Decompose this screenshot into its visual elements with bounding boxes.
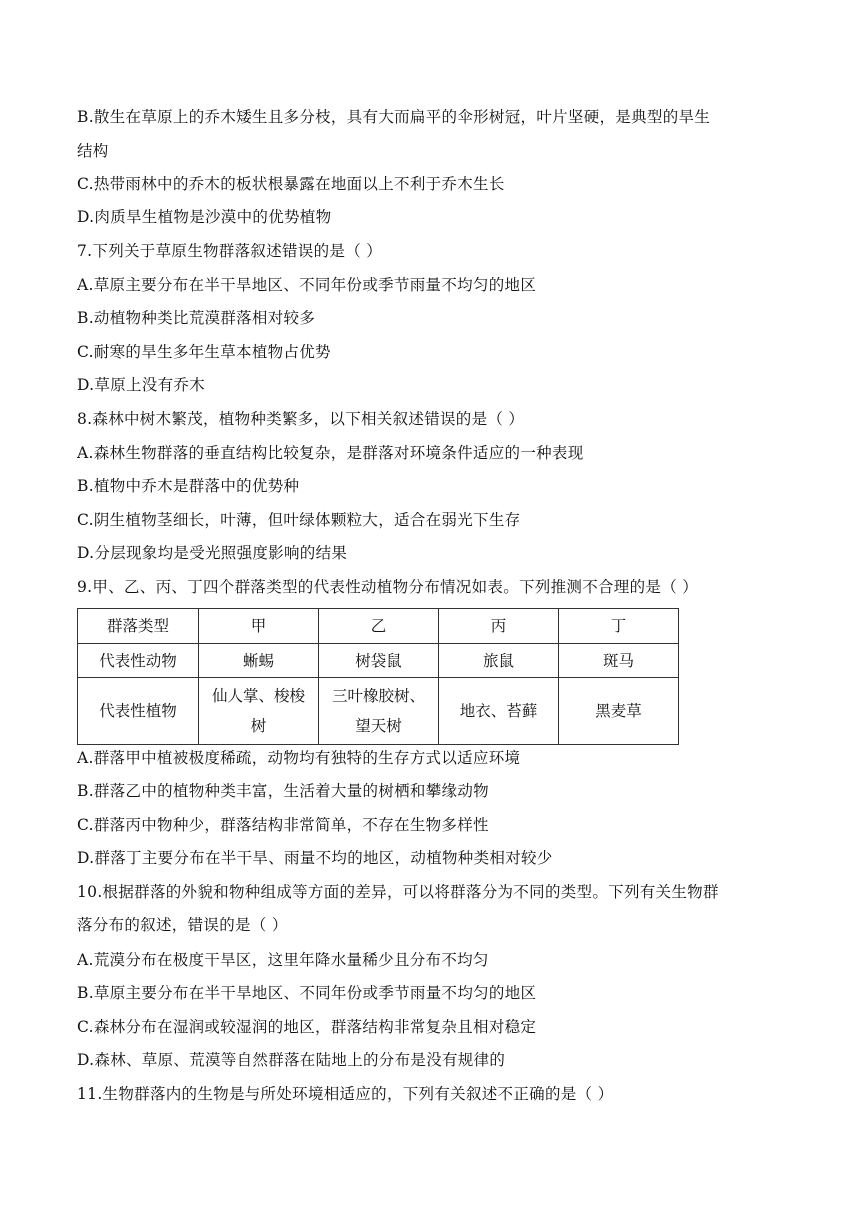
table-cell: 旅鼠 (439, 644, 559, 678)
text-line: B.动植物种类比荒漠群落相对较多 (77, 309, 316, 327)
table-row (78, 644, 679, 678)
table-cell: 斑马 (559, 644, 679, 678)
cell-line: 三叶橡胶树、 (331, 687, 425, 705)
table-cell (439, 678, 559, 745)
text-line: B.群落乙中的植物种类丰富，生活着大量的树栖和攀缘动物 (77, 782, 489, 800)
text-line: 结构 (77, 142, 109, 160)
cell-line: 地衣、苔藓 (459, 702, 538, 720)
table-header-cell: 甲 (199, 609, 319, 644)
text-line: C.耐寒的旱生多年生草本植物占优势 (77, 343, 331, 361)
table-row (78, 609, 679, 644)
table-cell (199, 678, 319, 745)
table-header-cell: 丁 (559, 609, 679, 644)
text-line: A.森林生物群落的垂直结构比较复杂，是群落对环境条件适应的一种表现 (77, 444, 584, 462)
cell-line: 黑麦草 (595, 702, 642, 720)
text-line: B.草原主要分布在半干旱地区、不同年份或季节雨量不均匀的地区 (77, 984, 537, 1002)
table-header-cell: 乙 (319, 609, 439, 644)
text-line: C.森林分布在湿润或较湿润的地区，群落结构非常复杂且相对稳定 (77, 1018, 537, 1036)
table-cell: 树袋鼠 (319, 644, 439, 678)
table-cell: 代表性动物 (78, 644, 199, 678)
text-line: A.草原主要分布在半干旱地区、不同年份或季节雨量不均匀的地区 (77, 276, 537, 294)
table-row (78, 678, 679, 745)
question-11: 11.生物群落内的生物是与所处环境相适应的，下列有关叙述不正确的是（ ） (77, 1085, 614, 1103)
community-table (77, 608, 679, 745)
text-line: D.肉质旱生植物是沙漠中的优势植物 (77, 208, 332, 226)
text-line: C.群落丙中物种少，群落结构非常简单，不存在生物多样性 (77, 816, 489, 834)
table-header-cell: 丙 (439, 609, 559, 644)
question-10: 10.根据群落的外貌和物种组成等方面的差异，可以将群落分为不同的类型。下列有关生物群 (77, 883, 719, 901)
table-cell: 代表性植物 (78, 678, 199, 745)
text-line: C.热带雨林中的乔木的板状根暴露在地面以上不利于乔木生长 (77, 175, 505, 193)
text-line: C.阴生植物茎细长，叶薄，但叶绿体颗粒大，适合在弱光下生存 (77, 511, 521, 529)
text-line: D.森林、草原、荒漠等自然群落在陆地上的分布是没有规律的 (77, 1051, 506, 1069)
text-line: B.植物中乔木是群落中的优势种 (77, 477, 300, 495)
table-cell (319, 678, 439, 745)
table-cell (559, 678, 679, 745)
cell-line: 仙人掌、梭梭 (211, 687, 305, 705)
table-header-cell: 群落类型 (78, 609, 199, 644)
cell-line: 树 (250, 717, 267, 735)
cell-line: 望天树 (355, 717, 402, 735)
question-9: 9.甲、乙、丙、丁四个群落类型的代表性动植物分布情况如表。下列推测不合理的是（ ） (77, 578, 699, 596)
table-cell: 蜥蜴 (199, 644, 319, 678)
text-line: A.群落甲中植被极度稀疏，动物均有独特的生存方式以适应环境 (77, 749, 521, 767)
question-8: 8.森林中树木繁茂，植物种类繁多，以下相关叙述错误的是（ ） (77, 410, 525, 428)
text-line: A.荒漠分布在极度干旱区，这里年降水量稀少且分布不均匀 (77, 951, 489, 969)
text-line: B.散生在草原上的乔木矮生且多分枝，具有大而扁平的伞形树冠，叶片坚硬，是典型的旱生 (77, 108, 711, 126)
text-line: D.分层现象均是受光照强度影响的结果 (77, 544, 348, 562)
text-line: D.群落丁主要分布在半干旱、雨量不均的地区，动植物种类相对较少 (77, 849, 553, 867)
text-line: 落分布的叙述，错误的是（ ） (77, 916, 288, 934)
text-line: D.草原上没有乔木 (77, 376, 206, 394)
question-7: 7.下列关于草原生物群落叙述错误的是（ ） (77, 242, 383, 260)
